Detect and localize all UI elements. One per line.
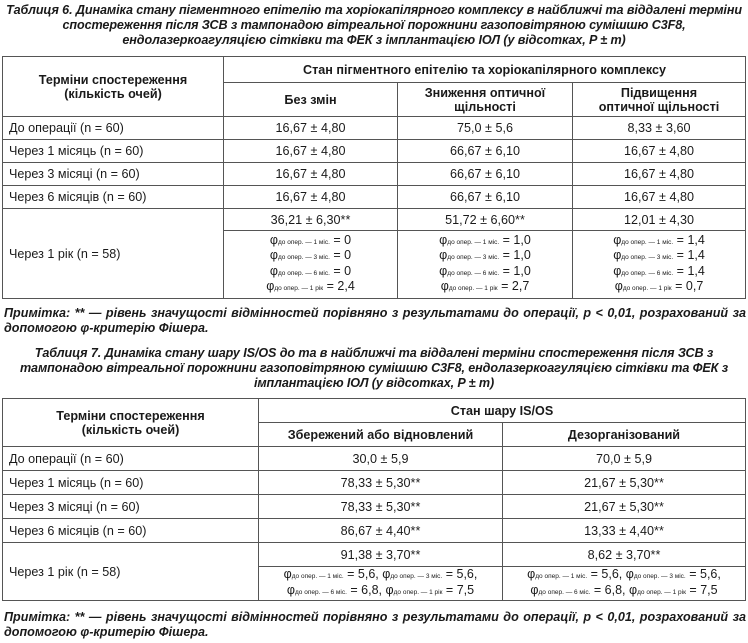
cell-value: 13,33 ± 4,40** [503, 519, 746, 543]
table6-row-header: Терміни спостереження (кількість очей) [3, 57, 224, 117]
cell-value: 66,67 ± 6,10 [398, 140, 573, 163]
phi-line: φдо опер. — 1 міс. = 5,6, φдо опер. — 3 міс. = 5,6, [283, 567, 478, 581]
row-label: Через 3 місяці (n = 60) [3, 495, 259, 519]
phi-line: φдо опер. — 6 міс. = 1,0 [439, 263, 531, 278]
cell-value: 70,0 ± 5,9 [503, 447, 746, 471]
cell-value: 8,33 ± 3,60 [573, 117, 746, 140]
table7-caption [4, 346, 744, 391]
table7-col-group: Стан шару IS/OS [259, 399, 746, 423]
row-label: Через 1 місяць (n = 60) [3, 140, 224, 163]
row-label: Через 3 місяці (n = 60) [3, 163, 224, 186]
phi-cell [398, 231, 573, 299]
cell-value: 16,67 ± 4,80 [224, 117, 398, 140]
row-label: Через 1 місяць (n = 60) [3, 471, 259, 495]
cell-value: 66,67 ± 6,10 [398, 163, 573, 186]
cell-value: 16,67 ± 4,80 [573, 186, 746, 209]
cell-value: 16,67 ± 4,80 [224, 186, 398, 209]
cell-value: 16,67 ± 4,80 [224, 163, 398, 186]
table-row [3, 140, 746, 163]
phi-line: φдо опер. — 1 міс. = 0 [269, 232, 352, 247]
table6-caption-text: Динаміка стану пігментного епітелію та хоріокапілярного комплексу в найближчі та віддалені терміни спостереження після ЗСВ з тампонадою вітреальної порожнини газоповітряною сумішшю C3F8, ендолазеркоагуляцією сітківки та ФЕК з імплантацією ІОЛ (у відсотках, P ± m) [62, 3, 742, 47]
phi-line: φдо опер. — 3 міс. = 0 [269, 248, 352, 262]
cell-value: 21,67 ± 5,30** [503, 495, 746, 519]
cell-value: 86,67 ± 4,40** [259, 519, 503, 543]
table7-caption-text: Динаміка стану шару IS/OS до та в найближчі та віддалені терміни спостереження після ЗСВ з тампонадою вітреальної порожнини газоповітряною сумішшю C3F8, ендолазеркоагуляцією сітківки та ФЕК з імплантацією ІОЛ (у відсотках, P ± m) [19, 346, 729, 390]
phi-line: φдо опер. — 6 міс. = 6,8, φдо опер. — 1 рік = 7,5 [530, 582, 718, 597]
table-row [3, 209, 746, 231]
cell-value: 91,38 ± 3,70** [259, 543, 503, 567]
row-label: Через 1 рік (n = 58) [3, 209, 224, 299]
phi-line: φдо опер. — 3 міс. = 1,4 [613, 248, 705, 262]
phi-line: φдо опер. — 6 міс. = 0 [269, 263, 352, 278]
table-row [3, 519, 746, 543]
table-row [3, 495, 746, 519]
table7-caption-label: Таблиця 7. [34, 346, 102, 360]
cell-value: 30,0 ± 5,9 [259, 447, 503, 471]
table6-caption-label: Таблиця 6. [6, 3, 73, 17]
table6-note: Примітка: ** — рівень значущості відмінностей порівняно з результатами до операції, p < 0,01, розрахований за допомогою φ-критерію Фішера. [4, 306, 746, 335]
phi-line: φдо опер. — 1 міс. = 1,4 [613, 232, 705, 247]
row-label: Через 6 місяців (n = 60) [3, 519, 259, 543]
phi-line: φдо опер. — 6 міс. = 6,8, φдо опер. — 1 рік = 7,5 [286, 582, 475, 597]
table6-caption [4, 3, 744, 48]
row-label: До операції (n = 60) [3, 117, 224, 140]
cell-value: 66,67 ± 6,10 [398, 186, 573, 209]
table-row [3, 186, 746, 209]
cell-value: 78,33 ± 5,30** [259, 495, 503, 519]
table7-note: Примітка: ** — рівень значущості відмінностей порівняно з результатами до операції, p < 0,01, розрахований за допомогою φ-критерію Фішера. [4, 610, 746, 639]
table-row [3, 471, 746, 495]
phi-line: φдо опер. — 1 рік = 0,7 [614, 279, 704, 293]
cell-value: 78,33 ± 5,30** [259, 471, 503, 495]
phi-cell [573, 231, 746, 299]
cell-value: 8,62 ± 3,70** [503, 543, 746, 567]
table6-col-group: Стан пігментного епітелію та хоріокапілярного комплексу [224, 57, 746, 83]
cell-value: 75,0 ± 5,6 [398, 117, 573, 140]
phi-line: φдо опер. — 1 міс. = 5,6, φдо опер. — 3 міс. = 5,6, [527, 567, 721, 581]
cell-value: 21,67 ± 5,30** [503, 471, 746, 495]
phi-line: φдо опер. — 1 міс. = 1,0 [439, 232, 531, 247]
table7 [2, 398, 746, 601]
table-row [3, 117, 746, 140]
table6-col-0: Без змін [224, 83, 398, 117]
table-row [3, 543, 746, 567]
phi-line: φдо опер. — 1 рік = 2,7 [440, 279, 530, 293]
table7-col-1: Дезорганізований [503, 423, 746, 447]
phi-line: φдо опер. — 3 міс. = 1,0 [439, 248, 531, 262]
row-label: Через 6 місяців (n = 60) [3, 186, 224, 209]
table-row [3, 447, 746, 471]
table7-col-0: Збережений або відновлений [259, 423, 503, 447]
cell-value: 51,72 ± 6,60** [398, 209, 573, 231]
table6-col-2: Підвищення оптичної щільності [573, 83, 746, 117]
cell-value: 36,21 ± 6,30** [224, 209, 398, 231]
phi-cell [503, 567, 746, 601]
phi-line: φдо опер. — 1 рік = 2,4 [266, 279, 355, 293]
row-label: Через 1 рік (n = 58) [3, 543, 259, 601]
table6 [2, 56, 746, 299]
table-row [3, 163, 746, 186]
table6-col-1: Зниження оптичної щільності [398, 83, 573, 117]
phi-line: φдо опер. — 6 міс. = 1,4 [613, 263, 705, 278]
cell-value: 16,67 ± 4,80 [573, 163, 746, 186]
table7-row-header: Терміни спостереження (кількість очей) [3, 399, 259, 447]
cell-value: 12,01 ± 4,30 [573, 209, 746, 231]
phi-cell [224, 231, 398, 299]
row-label: До операції (n = 60) [3, 447, 259, 471]
cell-value: 16,67 ± 4,80 [573, 140, 746, 163]
cell-value: 16,67 ± 4,80 [224, 140, 398, 163]
phi-cell [259, 567, 503, 601]
